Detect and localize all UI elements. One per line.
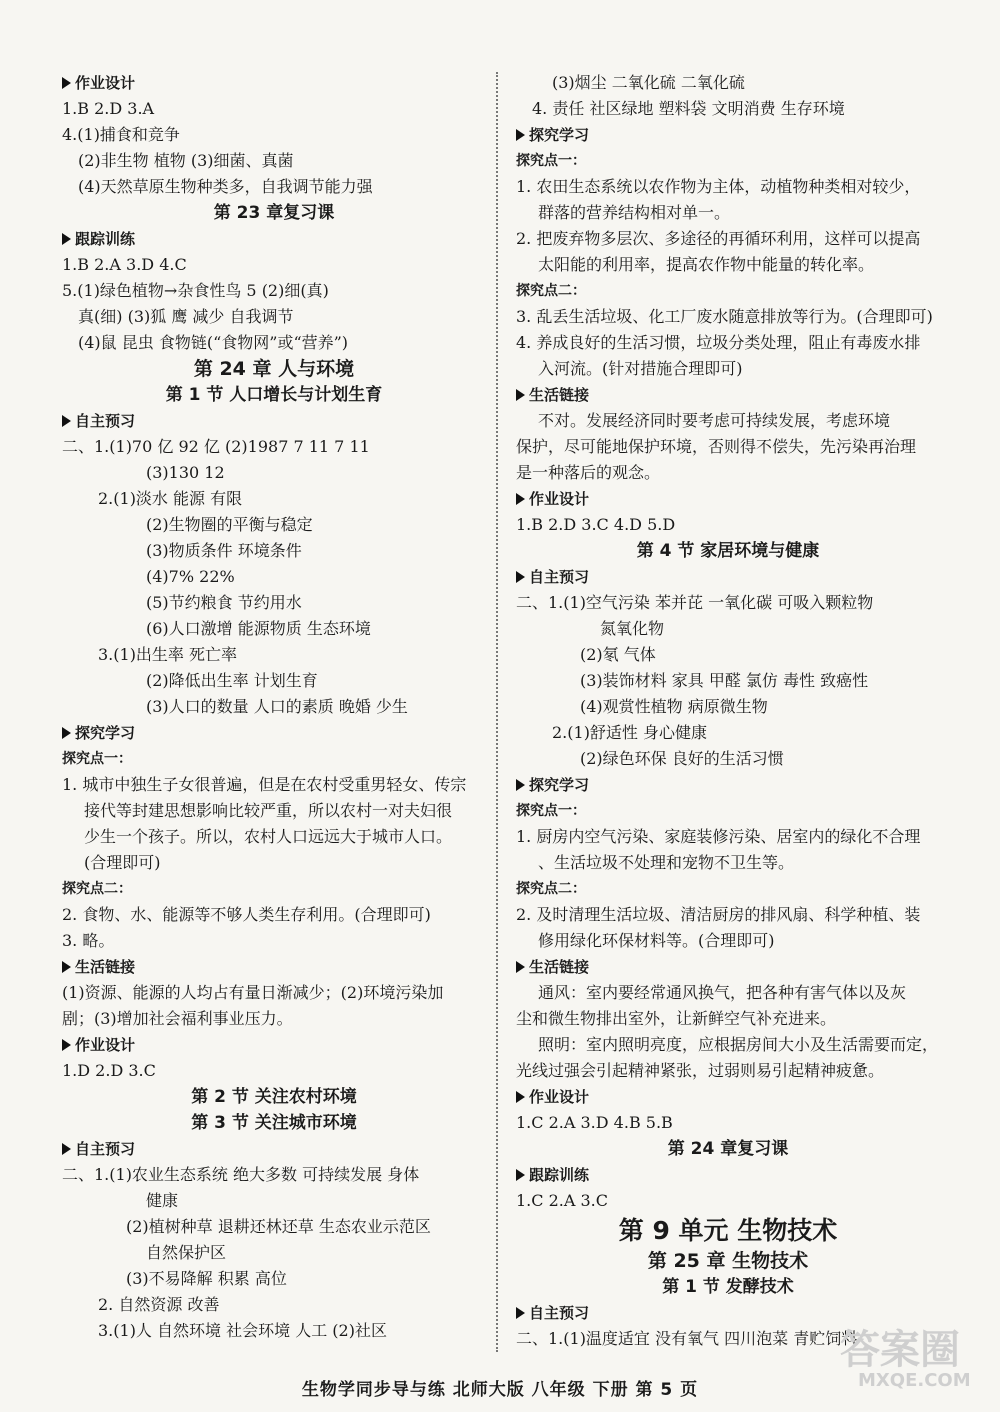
answer-line: 1. 农田生态系统以农作物为主体，动植物种类相对较少， — [516, 177, 921, 196]
answer-line: 1.C 2.A 3.C — [516, 1191, 609, 1210]
answer-line: 1. 厨房内空气污染、家庭装修污染、居室内的绿化不合理 — [516, 827, 921, 846]
explore-point-label: 探究点一： — [62, 751, 132, 767]
answer-line: 3.(1)人 自然环境 社会环境 人工 (2)社区 — [98, 1321, 387, 1340]
triangle-bullet-icon — [62, 961, 71, 973]
triangle-bullet-icon — [62, 727, 71, 739]
section-title: 第 24 章复习课 — [667, 1139, 789, 1159]
section-heading — [62, 408, 486, 434]
section-title: 第 4 节 家居环境与健康 — [636, 541, 820, 561]
explore-point-label: 探究点一： — [516, 803, 586, 819]
explore-point-label: 探究点一： — [516, 153, 586, 169]
answer-line: 2. 自然资源 改善 — [98, 1295, 220, 1314]
section-heading-label: 作业设计 — [75, 74, 136, 92]
triangle-bullet-icon — [516, 961, 525, 973]
chapter-title: 第 25 章 生物技术 — [647, 1250, 809, 1272]
section-heading-label: 作业设计 — [529, 490, 590, 508]
section-title: 第 2 节 关注农村环境 — [191, 1087, 357, 1107]
answer-line: (5)节约粮食 节约用水 — [146, 593, 302, 612]
triangle-bullet-icon — [516, 129, 525, 141]
section-heading — [516, 1162, 940, 1188]
answer-line: 2. 食物、水、能源等不够人类生存利用。(合理即可) — [62, 905, 431, 924]
answer-line: 二、1.(1)温度适宜 没有氧气 四川泡菜 青贮饲料 — [516, 1329, 858, 1348]
answer-line: (3)130 12 — [146, 463, 225, 482]
section-heading-label: 生活链接 — [529, 386, 590, 404]
section-heading — [62, 954, 486, 980]
right-column — [516, 70, 940, 1352]
answer-line: (2)非生物 植物 (3)细菌、真菌 — [78, 151, 294, 170]
answer-line: 2.(1)淡水 能源 有限 — [98, 489, 243, 508]
section-title: 第 1 节 发酵技术 — [662, 1277, 794, 1297]
answer-line: 3. 略。 — [62, 931, 115, 950]
triangle-bullet-icon — [516, 1307, 525, 1319]
answer-line: 1. 城市中独生子女很普遍，但是在农村受重男轻女、传宗 — [62, 775, 467, 794]
watermark-logo — [840, 1318, 980, 1398]
answer-line: (4)鼠 昆虫 食物链(“食物网”或“营养”) — [78, 333, 349, 352]
answer-line: 群落的营养结构相对单一。 — [538, 203, 731, 222]
section-heading — [62, 70, 486, 96]
section-heading-label: 生活链接 — [529, 958, 590, 976]
unit-title: 第 9 单元 生物技术 — [618, 1216, 838, 1245]
answer-line: 二、1.(1)农业生态系统 绝大多数 可持续发展 身体 — [62, 1165, 420, 1184]
answer-line: 光线过强会引起精神紧张，过弱则易引起精神疲惫。 — [516, 1061, 885, 1080]
answer-line: 1.B 2.A 3.D 4.C — [62, 255, 187, 274]
answer-line: (6)人口激增 能源物质 生态环境 — [146, 619, 371, 638]
section-heading — [516, 122, 940, 148]
section-heading-label: 作业设计 — [529, 1088, 590, 1106]
answer-line: 保护，尽可能地保护环境，否则得不偿失，先污染再治理 — [516, 437, 917, 456]
section-heading — [516, 382, 940, 408]
answer-line: 1.D 2.D 3.C — [62, 1061, 156, 1080]
section-heading-label: 跟踪训练 — [529, 1166, 590, 1184]
answer-line: 照明：室内照明亮度，应根据房间大小及生活需要而定， — [538, 1035, 939, 1054]
answer-line: 二、1.(1)空气污染 苯并芘 一氧化碳 可吸入颗粒物 — [516, 593, 874, 612]
answer-line: 氮氧化物 — [600, 619, 665, 638]
answer-line: (4)7% 22% — [146, 567, 235, 586]
answer-line: (3)不易降解 积累 高位 — [126, 1269, 287, 1288]
answer-line: 通风：室内要经常通风换气，把各种有害气体以及灰 — [538, 983, 907, 1002]
answer-line: 修用绿化环保材料等。(合理即可) — [538, 931, 775, 950]
section-heading-label: 探究学习 — [529, 776, 590, 794]
triangle-bullet-icon — [516, 493, 525, 505]
answer-line: (3)烟尘 二氧化硫 二氧化硫 — [552, 73, 745, 92]
answer-line: 3. 乱丢生活垃圾、化工厂废水随意排放等行为。(合理即可) — [516, 307, 933, 326]
triangle-bullet-icon — [516, 1091, 525, 1103]
section-heading — [516, 772, 940, 798]
answer-line: 1.B 2.D 3.A — [62, 99, 155, 118]
answer-line: 5.(1)绿色植物→杂食性鸟 5 (2)细(真) — [62, 281, 329, 300]
section-heading — [62, 1136, 486, 1162]
section-heading-label: 自主预习 — [529, 1304, 590, 1322]
answer-line: 接代等封建思想影响比较严重，所以农村一对夫妇很 — [84, 801, 453, 820]
answer-line: 2. 及时清理生活垃圾、清洁厨房的排风扇、科学种植、装 — [516, 905, 921, 924]
section-heading-label: 探究学习 — [529, 126, 590, 144]
answer-line: (1)资源、能源的人均占有量日渐减少；(2)环境污染加 — [62, 983, 444, 1002]
answer-line: 1.B 2.D 3.C 4.D 5.D — [516, 515, 676, 534]
answer-line: (2)生物圈的平衡与稳定 — [146, 515, 313, 534]
section-heading — [62, 1032, 486, 1058]
triangle-bullet-icon — [62, 1039, 71, 1051]
section-heading — [516, 486, 940, 512]
chapter-title: 第 24 章 人与环境 — [193, 358, 355, 380]
answer-line: (4)天然草原生物种类多，自我调节能力强 — [78, 177, 373, 196]
answer-line: 太阳能的利用率，提高农作物中能量的转化率。 — [538, 255, 875, 274]
section-heading — [516, 1084, 940, 1110]
section-heading — [516, 564, 940, 590]
section-title: 第 3 节 关注城市环境 — [191, 1113, 357, 1133]
answer-line: 不对。发展经济同时要考虑可持续发展，考虑环境 — [538, 411, 891, 430]
answer-line: 入河流。(针对措施合理即可) — [538, 359, 743, 378]
answer-line: 3.(1)出生率 死亡率 — [98, 645, 238, 664]
explore-point-label: 探究点二： — [516, 881, 586, 897]
explore-point-label: 探究点二： — [516, 283, 586, 299]
section-heading — [62, 226, 486, 252]
triangle-bullet-icon — [62, 1143, 71, 1155]
answer-line: 剧；(3)增加社会福利事业压力。 — [62, 1009, 293, 1028]
left-column — [62, 70, 486, 1344]
section-heading-label: 自主预习 — [75, 1140, 136, 1158]
answer-line: 4. 责任 社区绿地 塑料袋 文明消费 生存环境 — [532, 99, 845, 118]
answer-line: (2)植树种草 退耕还林还草 生态农业示范区 — [126, 1217, 431, 1236]
answer-line: 2. 把废弃物多层次、多途径的再循环利用，这样可以提高 — [516, 229, 921, 248]
answer-line: (3)物质条件 环境条件 — [146, 541, 302, 560]
triangle-bullet-icon — [516, 779, 525, 791]
triangle-bullet-icon — [62, 233, 71, 245]
explore-point-label: 探究点二： — [62, 881, 132, 897]
answer-line: 4. 养成良好的生活习惯，垃圾分类处理，阻止有毒废水排 — [516, 333, 921, 352]
answer-line: (4)观赏性植物 病原微生物 — [580, 697, 768, 716]
section-title: 第 1 节 人口增长与计划生育 — [165, 385, 383, 405]
answer-line: (2)绿色环保 良好的生活习惯 — [580, 749, 784, 768]
triangle-bullet-icon — [62, 415, 71, 427]
answer-line: 健康 — [146, 1191, 179, 1210]
section-heading-label: 生活链接 — [75, 958, 136, 976]
answer-line: 真(细) (3)狐 鹰 减少 自我调节 — [78, 307, 294, 326]
section-heading-label: 探究学习 — [75, 724, 136, 742]
section-heading — [62, 720, 486, 746]
section-heading-label: 自主预习 — [529, 568, 590, 586]
triangle-bullet-icon — [62, 77, 71, 89]
answer-line: (合理即可) — [84, 853, 161, 872]
section-heading-label: 跟踪训练 — [75, 230, 136, 248]
triangle-bullet-icon — [516, 571, 525, 583]
column-divider — [496, 72, 498, 1352]
answer-line: 少生一个孩子。所以，农村人口远远大于城市人口。 — [84, 827, 453, 846]
page-footer: 生物学同步导与练 北师大版 八年级 下册 第 5 页 — [301, 1380, 699, 1400]
answer-line: (2)降低出生率 计划生育 — [146, 671, 318, 690]
answer-line: 2.(1)舒适性 身心健康 — [552, 723, 708, 742]
answer-line: 4.(1)捕食和竞争 — [62, 125, 180, 144]
watermark-sub-text: MXQE.COM — [858, 1370, 971, 1391]
answer-line: 二、1.(1)70 亿 92 亿 (2)1987 7 11 7 11 — [62, 437, 370, 456]
answer-line: (3)人口的数量 人口的素质 晚婚 少生 — [146, 697, 408, 716]
answer-line: 是一种落后的观念。 — [516, 463, 661, 482]
triangle-bullet-icon — [516, 1169, 525, 1181]
answer-line: 自然保护区 — [146, 1243, 227, 1262]
answer-line: 尘和微生物排出室外，让新鲜空气补充进来。 — [516, 1009, 837, 1028]
watermark-main-text: 答案圈 — [840, 1327, 960, 1373]
section-title: 第 23 章复习课 — [213, 203, 335, 223]
answer-line: 1.C 2.A 3.D 4.B 5.B — [516, 1113, 673, 1132]
section-heading-label: 作业设计 — [75, 1036, 136, 1054]
triangle-bullet-icon — [516, 389, 525, 401]
answer-line: (3)装饰材料 家具 甲醛 氯仿 毒性 致癌性 — [580, 671, 869, 690]
answer-line: 、生活垃圾不处理和宠物不卫生等。 — [538, 853, 795, 872]
answer-line: (2)氡 气体 — [580, 645, 656, 664]
section-heading-label: 自主预习 — [75, 412, 136, 430]
section-heading — [516, 954, 940, 980]
